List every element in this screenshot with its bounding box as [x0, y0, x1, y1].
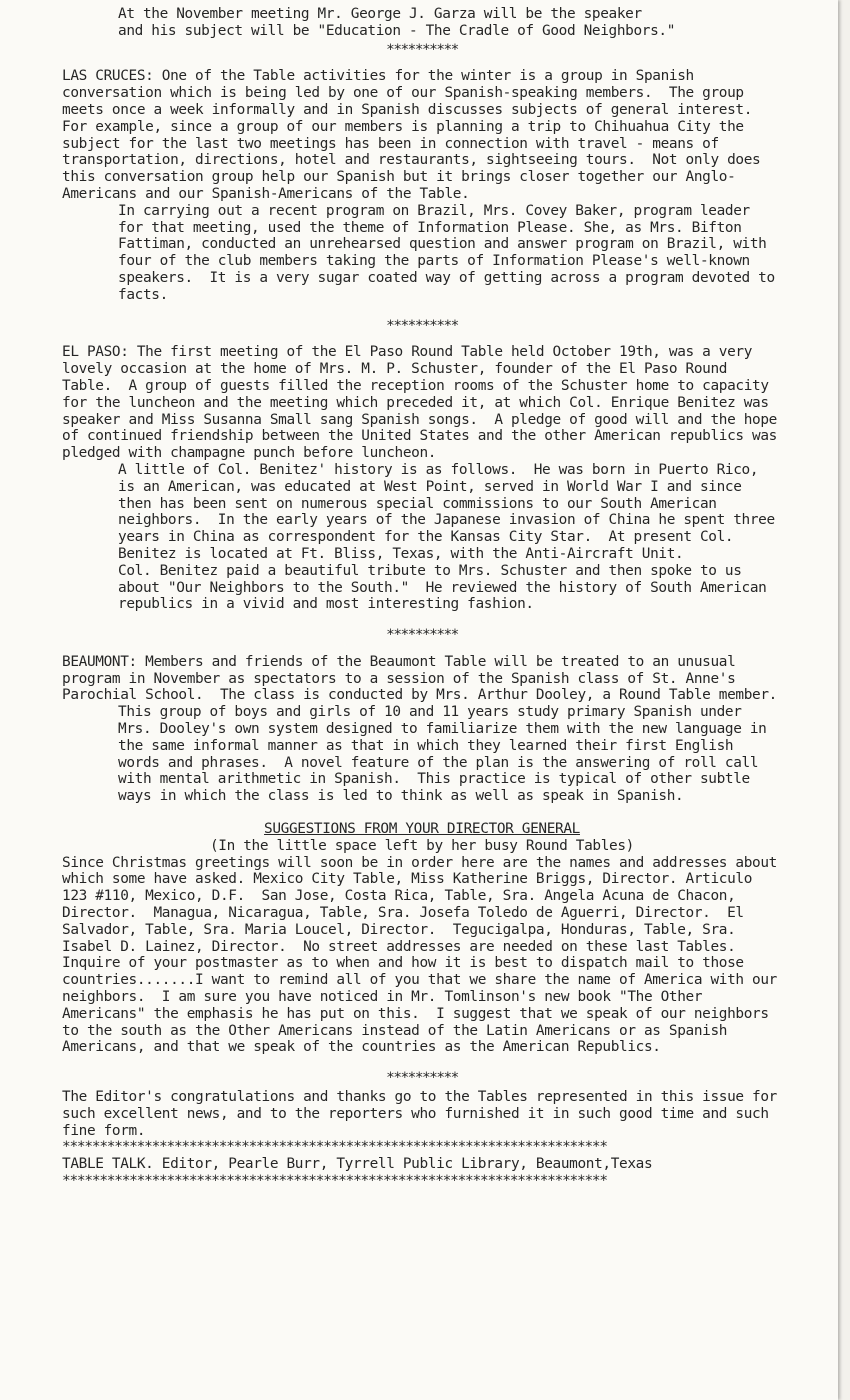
beaumont-section	[62, 654, 782, 805]
section-separator: **********	[386, 41, 458, 58]
footer-credit: TABLE TALK. Editor, Pearle Burr, Tyrrell Public Library, Beaumont,Texas	[62, 1156, 653, 1173]
beaumont-paragraph-1	[62, 654, 782, 704]
las-cruces-paragraph-2: In carrying out a recent program on Brazil, Mrs. Covey Baker, program leader for that meeting, used the theme of Information Please. She, as Mrs. Bifton Fattiman, conducted an unrehearsed question and answer program on Brazil, with four of the club members taking the parts of Information Please's well-known speakers. It is a very sugar coated way of getting across a program devoted to facts.	[118, 202, 784, 303]
las-cruces-paragraph-1	[62, 68, 782, 202]
beaumont-paragraph-2: This group of boys and girls of 10 and 11 years study primary Spanish under Mrs. Dooley's own system designed to familiarize them with the new language in the same informal manner as that in which they learned their first English words and phrases. A novel feature of the plan is the answering of roll call with mental arithmetic in Spanish. This practice is typical of other subtle ways in which the class is led to think as well as speak in Spanish.	[118, 704, 775, 805]
suggestions-heading-text: SUGGESTIONS FROM YOUR DIRECTOR GENERAL	[264, 821, 580, 838]
beaumont-text-1: Members and friends of the Beaumont Table will be treated to an unusual program in November as spectators to a session of the Spanish class of St. Anne's Parochial School. The class is conducted by Mrs. Arthur Dooley, a Round Table member.	[62, 653, 777, 704]
el-paso-text-1: The first meeting of the El Paso Round Table held October 19th, was a very lovely occasion at the home of Mrs. M. P. Schuster, founder of the El Paso Round Table. A group of guests filled the reception rooms of the Schuster home to capacity for the luncheon and the meeting which preceded it, at which Col. Enrique Benitez was speaker and Miss Susanna Small sang Spanish songs. A pledge of good will and the hope of continued friendship between the United States and the other American republics was pledged with champagne punch before luncheon.	[62, 344, 786, 462]
el-paso-section	[62, 344, 786, 613]
footer-rule-top: *************************************************************************	[62, 1139, 607, 1156]
las-cruces-section	[62, 68, 782, 303]
el-paso-paragraph-3: Col. Benitez paid a beautiful tribute to Mrs. Schuster and then spoke to us about "Our Neighbors to the South." He reviewed the history of South American republics in a vivid and most interesting fashion.	[118, 562, 775, 613]
suggestions-subheading: (In the little space left by her busy Round Tables)	[209, 837, 634, 854]
el-paso-paragraph-2: A little of Col. Benitez' history is as follows. He was born in Puerto Rico, is an American, was educated at West Point, served in World War I and since then has been sent on numerous special commissions to our South American neighbors. In the early years of the Japanese invasion of China he spent three years in China as correspondent for the Kansas City Star. At present Col. Benitez is located at Ft. Bliss, Texas, with the Anti-Aircraft Unit.	[118, 461, 784, 562]
suggestions-section	[62, 821, 786, 1056]
el-paso-label: EL PASO:	[62, 344, 129, 361]
section-separator: **********	[386, 1070, 458, 1087]
section-separator: **********	[386, 317, 458, 334]
el-paso-paragraph-1	[62, 344, 786, 462]
footer-rule-bottom: *************************************************************************	[62, 1173, 607, 1189]
las-cruces-text-1: One of the Table activities for the winter is a group in Spanish conversation which is being led by one of our Spanish-speaking members. The group meets once a week informally and in Spanish discusses subjects of general interest. For example, since a group of our members is planning a trip to Chihuahua City the subject for the last two meetings has been in connection with travel - means of transportation, directions, hotel and restaurants, sightseeing tours. Not only does this conversation group help our Spanish but it brings closer together our Anglo-Americans and our Spanish-Americans of the Table.	[62, 68, 769, 202]
suggestions-heading	[62, 821, 782, 838]
suggestions-body: Since Christmas greetings will soon be in order here are the names and addresses about which some have asked. Mexico City Table, Miss Katherine Briggs, Director. Articulo 123 #110, Mexico, D.F. San Jose, Costa Rica, Table, Sra. Angela Acuna de Chacon, Director. Managua, Nicaragua, Table, Sra. Josefa Toledo de Aguerri, Director. El Salvador, Table, Sra. Maria Loucel, Director. Tegucigalpa, Honduras, Table, Sra. Isabel D. Lainez, Director. No street addresses are needed on these last Tables. Inquire of your postmaster as to when and how it is best to dispatch mail to those countries.......I want to remind all of you that we share the name of America with our neighbors. I am sure you have noticed in Mr. Tomlinson's new book "The Other Americans" the emphasis he has put on this. I suggest that we speak of our neighbors to the south as the Other Americans instead of the Latin Americans or as Spanish Americans, and that we speak of the countries as the American Republics.	[62, 854, 786, 1056]
editor-note: The Editor's congratulations and thanks go to the Tables represented in this issue for such excellent news, and to the reporters who furnished it in such good time and such fine form.	[62, 1089, 786, 1139]
intro-paragraph: At the November meeting Mr. George J. Garza will be the speaker and his subject will be "Education - The Cradle of Good Neighbors."	[118, 6, 676, 39]
las-cruces-label: LAS CRUCES:	[62, 68, 154, 85]
newsletter-page	[62, 6, 786, 1190]
beaumont-label: BEAUMONT:	[62, 653, 137, 670]
section-separator: **********	[386, 627, 458, 644]
